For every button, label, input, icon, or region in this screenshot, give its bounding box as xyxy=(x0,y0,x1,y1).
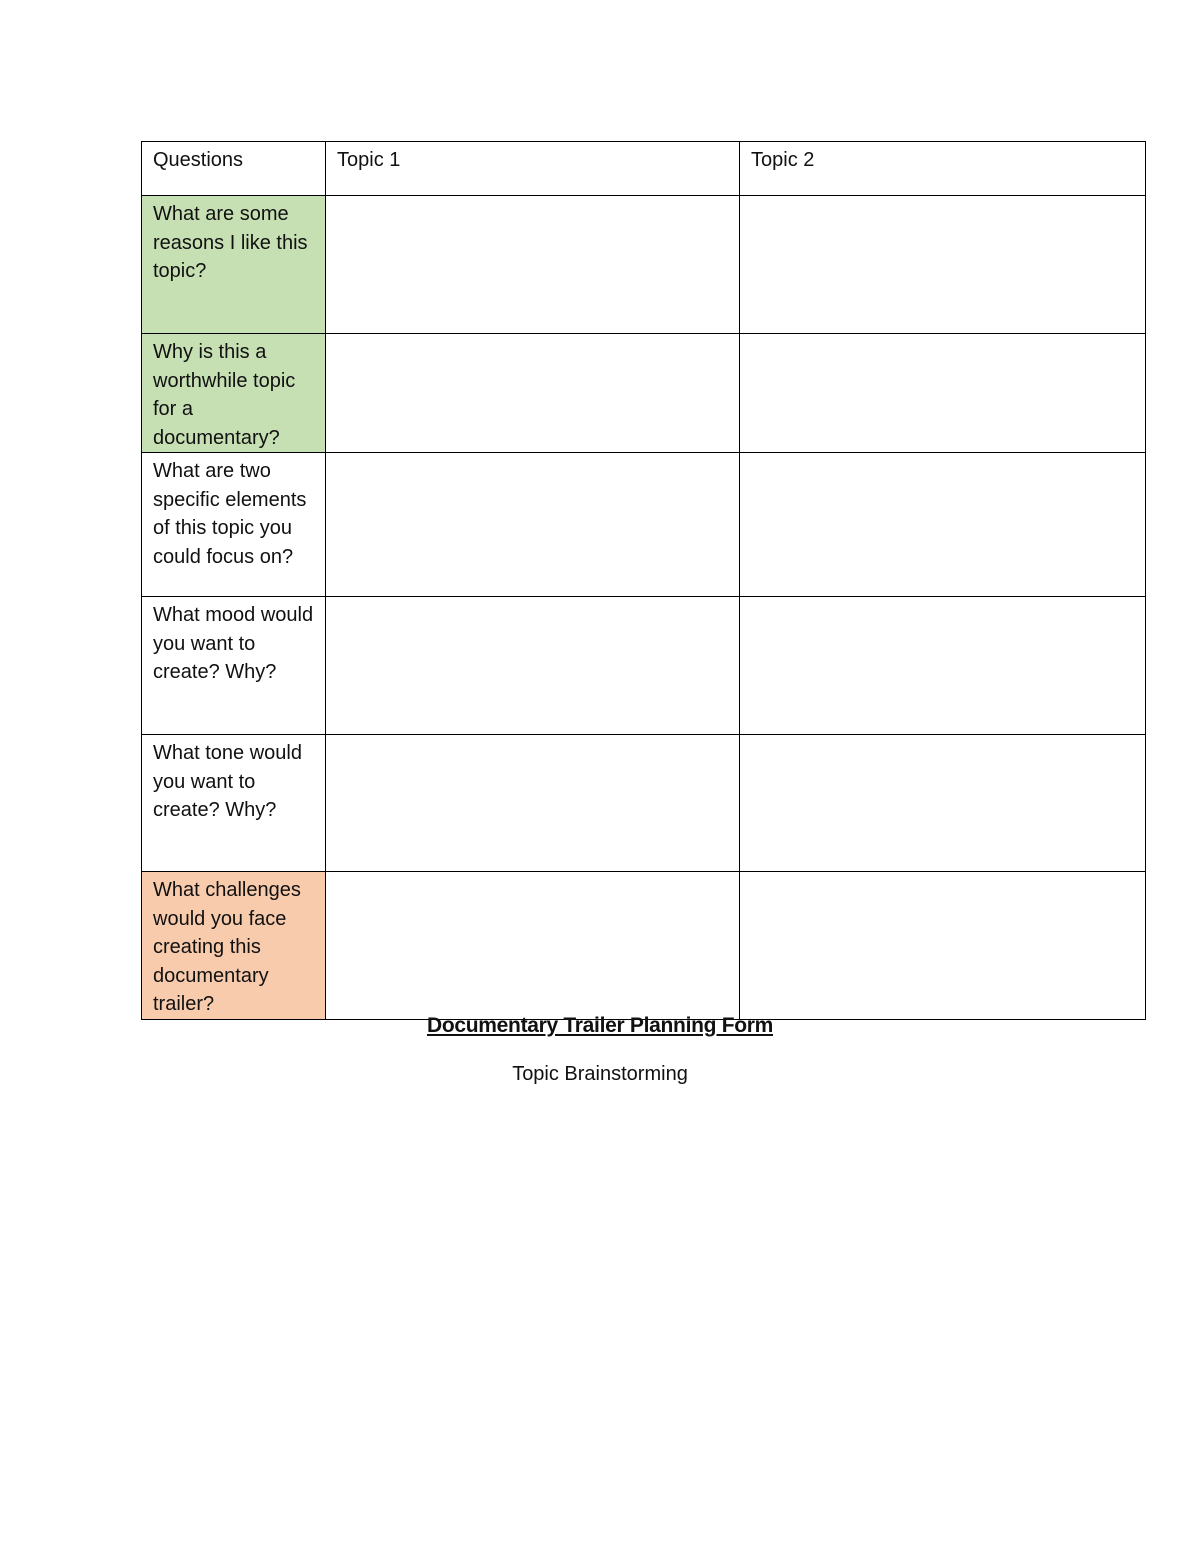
question-text: What challenges would you face creating this documentary trailer? xyxy=(153,879,301,1015)
topic-1-cell[interactable] xyxy=(326,453,740,597)
table-row xyxy=(142,597,1146,735)
table-row xyxy=(142,735,1146,872)
header-topic-2: Topic 2 xyxy=(740,142,1146,196)
question-cell xyxy=(142,196,326,334)
question-text: Why is this a worthwhile topic for a documentary? xyxy=(153,341,296,449)
topic-1-cell[interactable] xyxy=(326,872,740,1020)
topic-2-cell[interactable] xyxy=(740,334,1146,453)
form-subtitle: Topic Brainstorming xyxy=(512,1063,688,1085)
topic-2-cell[interactable] xyxy=(740,872,1146,1020)
table-header-row xyxy=(142,142,1146,196)
form-title: Documentary Trailer Planning Form xyxy=(426,1014,773,1037)
table-row xyxy=(142,196,1146,334)
table-row xyxy=(142,872,1146,1020)
topic-2-cell[interactable] xyxy=(740,735,1146,872)
topic-1-cell[interactable] xyxy=(326,735,740,872)
topic-1-cell[interactable] xyxy=(326,597,740,735)
question-cell xyxy=(142,334,326,453)
question-text: What mood would you want to create? Why? xyxy=(153,604,314,683)
header-questions: Questions xyxy=(142,142,326,196)
question-cell xyxy=(142,597,326,735)
header-topic-1: Topic 1 xyxy=(326,142,740,196)
table-row xyxy=(142,334,1146,453)
topic-1-cell[interactable] xyxy=(326,334,740,453)
topic-1-cell[interactable] xyxy=(326,196,740,334)
question-text: What tone would you want to create? Why? xyxy=(153,742,302,821)
question-text: What are two specific elements of this topic you could focus on? xyxy=(153,460,307,568)
question-cell xyxy=(142,735,326,872)
planning-table xyxy=(141,141,1146,1020)
topic-2-cell[interactable] xyxy=(740,597,1146,735)
question-text: What are some reasons I like this topic? xyxy=(153,203,308,282)
topic-2-cell[interactable] xyxy=(740,453,1146,597)
topic-2-cell[interactable] xyxy=(740,196,1146,334)
table-row xyxy=(142,453,1146,597)
question-cell xyxy=(142,453,326,597)
question-cell xyxy=(142,872,326,1020)
